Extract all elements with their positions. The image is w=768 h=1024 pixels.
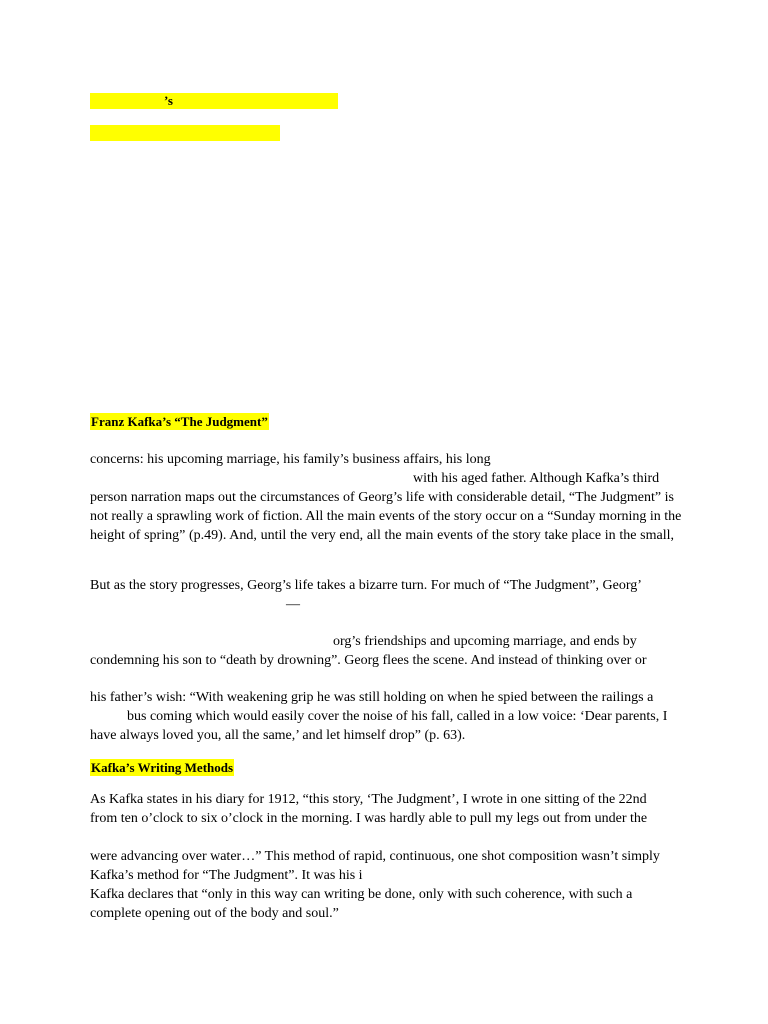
body-line-dash: — [286,597,300,612]
body-line: person narration maps out the circumstances of Georg’s life with considerable detail, “The Judgment” is [90,490,674,505]
body-line: But as the story progresses, Georg’s life takes a bizarre turn. For much of “The Judgment”, Georg’ [90,578,642,593]
body-line: Kafka declares that “only in this way can writing be done, only with such coherence, with such a [90,887,633,902]
body-line: have always loved you, all the same,’ and let himself drop” (p. 63). [90,728,466,743]
body-line: concerns: his upcoming marriage, his family’s business affairs, his long [90,452,491,467]
body-line: his father’s wish: “With weakening grip he was still holding on when he spied between the railings a [90,690,654,705]
body-line: condemning his son to “death by drowning”. Georg flees the scene. And instead of thinking over or [90,653,647,668]
body-line: not really a sprawling work of fiction. All the main events of the story occur on a “Sunday morning in the [90,509,682,524]
body-line: Kafka’s method for “The Judgment”. It was his i [90,868,363,883]
body-line: complete opening out of the body and soul.” [90,906,339,921]
title-highlight-block [90,93,338,109]
title-possessive-suffix: ’s [164,93,173,108]
body-line: org’s friendships and upcoming marriage, and ends by [333,634,637,649]
subtitle-highlight-block [90,125,280,141]
section-heading-judgment: Franz Kafka’s “The Judgment” [91,414,268,429]
body-line: with his aged father. Although Kafka’s third [413,471,660,486]
body-line: bus coming which would easily cover the noise of his fall, called in a low voice: ‘Dear parents, I [127,709,668,724]
body-line: height of spring” (p.49). And, until the very end, all the main events of the story take place in the small, [90,528,674,543]
section-heading-writing-methods: Kafka’s Writing Methods [91,760,234,775]
body-line: As Kafka states in his diary for 1912, “this story, ‘The Judgment’, I wrote in one sitting of the 22nd [90,792,647,807]
body-line: from ten o’clock to six o’clock in the morning. I was hardly able to pull my legs out from under the [90,811,648,826]
body-line: were advancing over water…” This method of rapid, continuous, one shot composition wasn’t simply [90,849,660,864]
